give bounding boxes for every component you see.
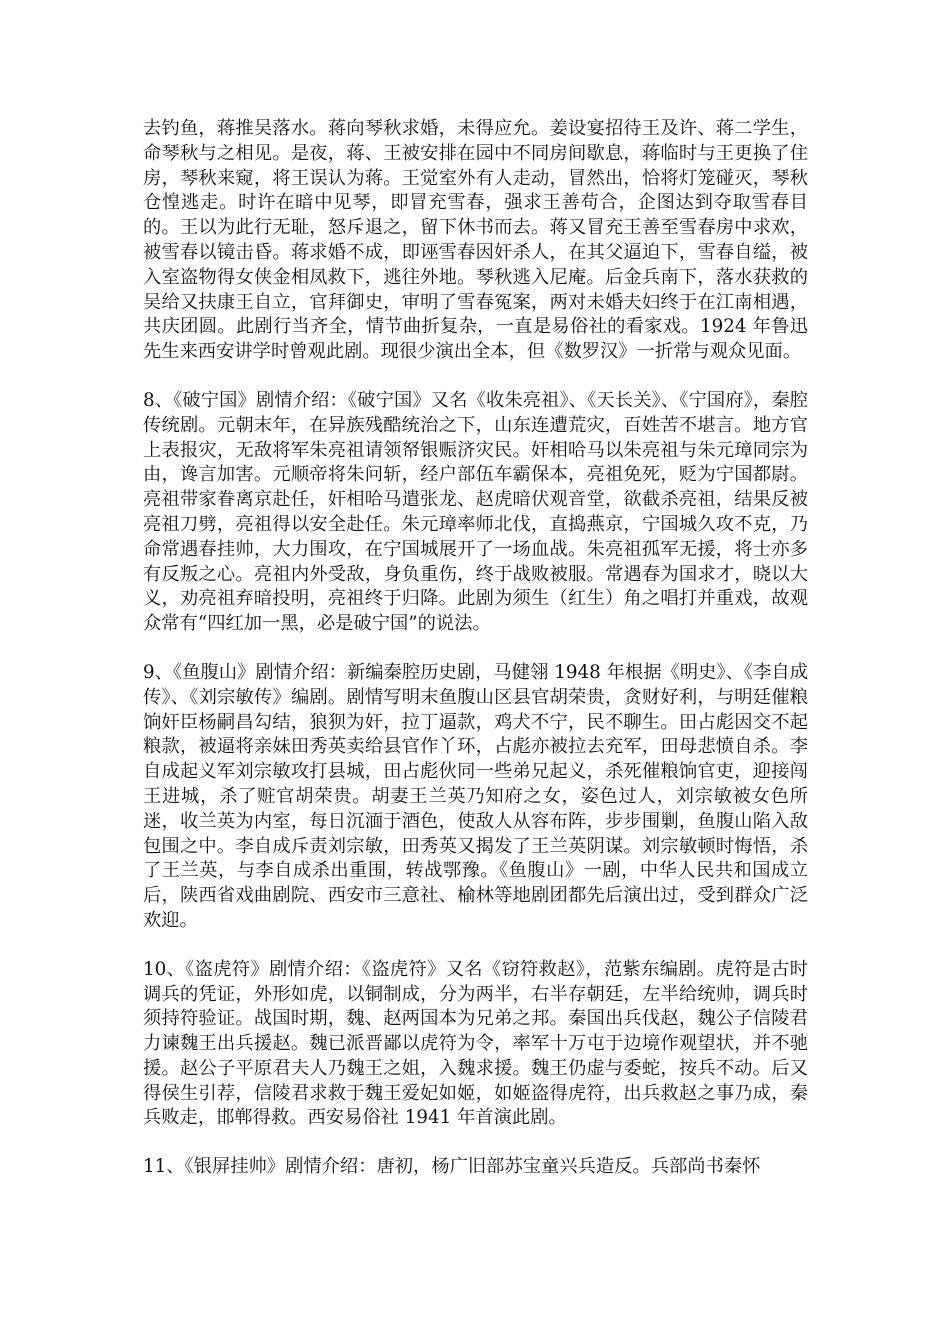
paragraph-po-ning-guo: 8、《破宁国》剧情介绍：《破宁国》又名《收朱亮祖》、《天长关》、《宁国府》，秦腔传统剧。元朝末年，在异族残酷统治之下，山东连遭荒灾，百姓苦不堪言。地方官上表报灾，无敌将军朱亮祖请领帑银赈济灾民。奸相哈马以朱亮祖与朱元璋同宗为由，谗言加害。元顺帝将朱问斩，经户部伍车霸保本，亮祖免死，贬为宁国都尉。亮祖带家眷离京赴任，奸相哈马遣张龙、赵虎暗伏观音堂，欲截杀亮祖，结果反被亮祖刀劈，亮祖得以安全赴任。朱元璋率师北伐，直捣燕京，宁国城久攻不克，乃命常遇春挂帅，大力围攻，在宁国城展开了一场血战。朱亮祖孤军无援，将士亦多有反叛之心。亮祖内外受敌，身负重伤，终于战败被服。常遇春为国求才，晓以大义，劝亮祖弃暗投明，亮祖终于归降。此剧为须生（红生）角之唱打并重戏，故观众常有“四红加一黑，必是破宁国”的说法。: [143, 389, 808, 635]
document-page: [143, 117, 808, 1180]
paragraph-dao-hu-fu: 10、《盗虎符》剧情介绍：《盗虎符》又名《窃符救赵》，范紫东编剧。虎符是古时调兵的凭证，外形如虎，以铜制成，分为两半，右半存朝廷，左半给统帅，调兵时须持符验证。战国时期，魏、赵两国本为兄弟之邦。秦国出兵伐赵，魏公子信陵君力谏魏王出兵援赵。魏已派晋鄙以虎符为令，率军十万屯于边境作观望状，并不驰援。赵公子平原君夫人乃魏王之姐，入魏求援。魏王仍虚与委蛇，按兵不动。后又得侯生引荐，信陵君求救于魏王爱妃如姬，如姬盗得虎符，出兵救赵之事乃成，秦兵败走，邯郸得救。西安易俗社 1941 年首演此剧。: [143, 958, 808, 1129]
paragraph-yin-ping-gua-shuai: 11、《银屏挂帅》剧情介绍：唐初，杨广旧部苏宝童兴兵造反。兵部尚书秦怀: [143, 1156, 761, 1178]
paragraph-yu-fu-shan: 9、《鱼腹山》剧情介绍：新编秦腔历史剧，马健翎 1948 年根据《明史》、《李自成传》、《刘宗敏传》编剧。剧情写明末鱼腹山区县官胡荣贵，贪财好利，与明廷催粮饷奸臣杨嗣昌勾结，狼狈为奸，拉丁逼款，鸡犬不宁，民不聊生。田占彪因交不起粮款，被逼将亲妹田秀英卖给县官作丫环，占彪亦被拉去充军，田母悲愤自杀。李自成起义军刘宗敏攻打县城，田占彪伙同一些弟兄起义，杀死催粮饷官吏，迎接闯王进城，杀了赃官胡荣贵。胡妻王兰英乃知府之女，姿色过人，刘宗敏被女色所迷，收兰英为内室，每日沉湎于酒色，使敌人从容布阵，步步围剿，鱼腹山陷入敌包围之中。李自成斥责刘宗敏，田秀英又揭发了王兰英阴谋。刘宗敏顿时悔悟，杀了王兰英，与李自成杀出重围，转战鄂豫。《鱼腹山》一剧，中华人民共和国成立后，陕西省戏曲剧院、西安市三意社、榆林等地剧团都先后演出过，受到群众广泛欢迎。: [143, 661, 808, 931]
paragraph-story-continued: 去钓鱼，蒋推吴落水。蒋向琴秋求婚，未得应允。姜设宴招待王及许、蒋二学生，命琴秋与之相见。是夜，蒋、王被安排在园中不同房间歇息，蒋临时与王更换了住房，琴秋来窥，将王误认为蒋。王觉室外有人走动，冒然出，恰将灯笼碰灭，琴秋仓惶逃走。时许在暗中见琴，即冒充雪春，强求王善苟合，企图达到夺取雪春目的。王以为此行无耻，怒斥退之，留下休书而去。蒋又冒充王善至雪春房中求欢，被雪春以镜击昏。蒋求婚不成，即诬雪春因奸杀人，在其父逼迫下，雪春自缢，被入室盗物得女侠金相凤救下，逃往外地。琴秋逃入尼庵。后金兵南下，落水获救的吴给又扶康王自立，官拜御史，审明了雪春冤案，两对未婚夫妇终于在江南相遇，共庆团圆。此剧行当齐全，情节曲折复杂，一直是易俗社的看家戏。1924 年鲁迅先生来西安讲学时曾观此剧。现很少演出全本，但《数罗汉》一折常与观众见面。: [143, 118, 808, 363]
